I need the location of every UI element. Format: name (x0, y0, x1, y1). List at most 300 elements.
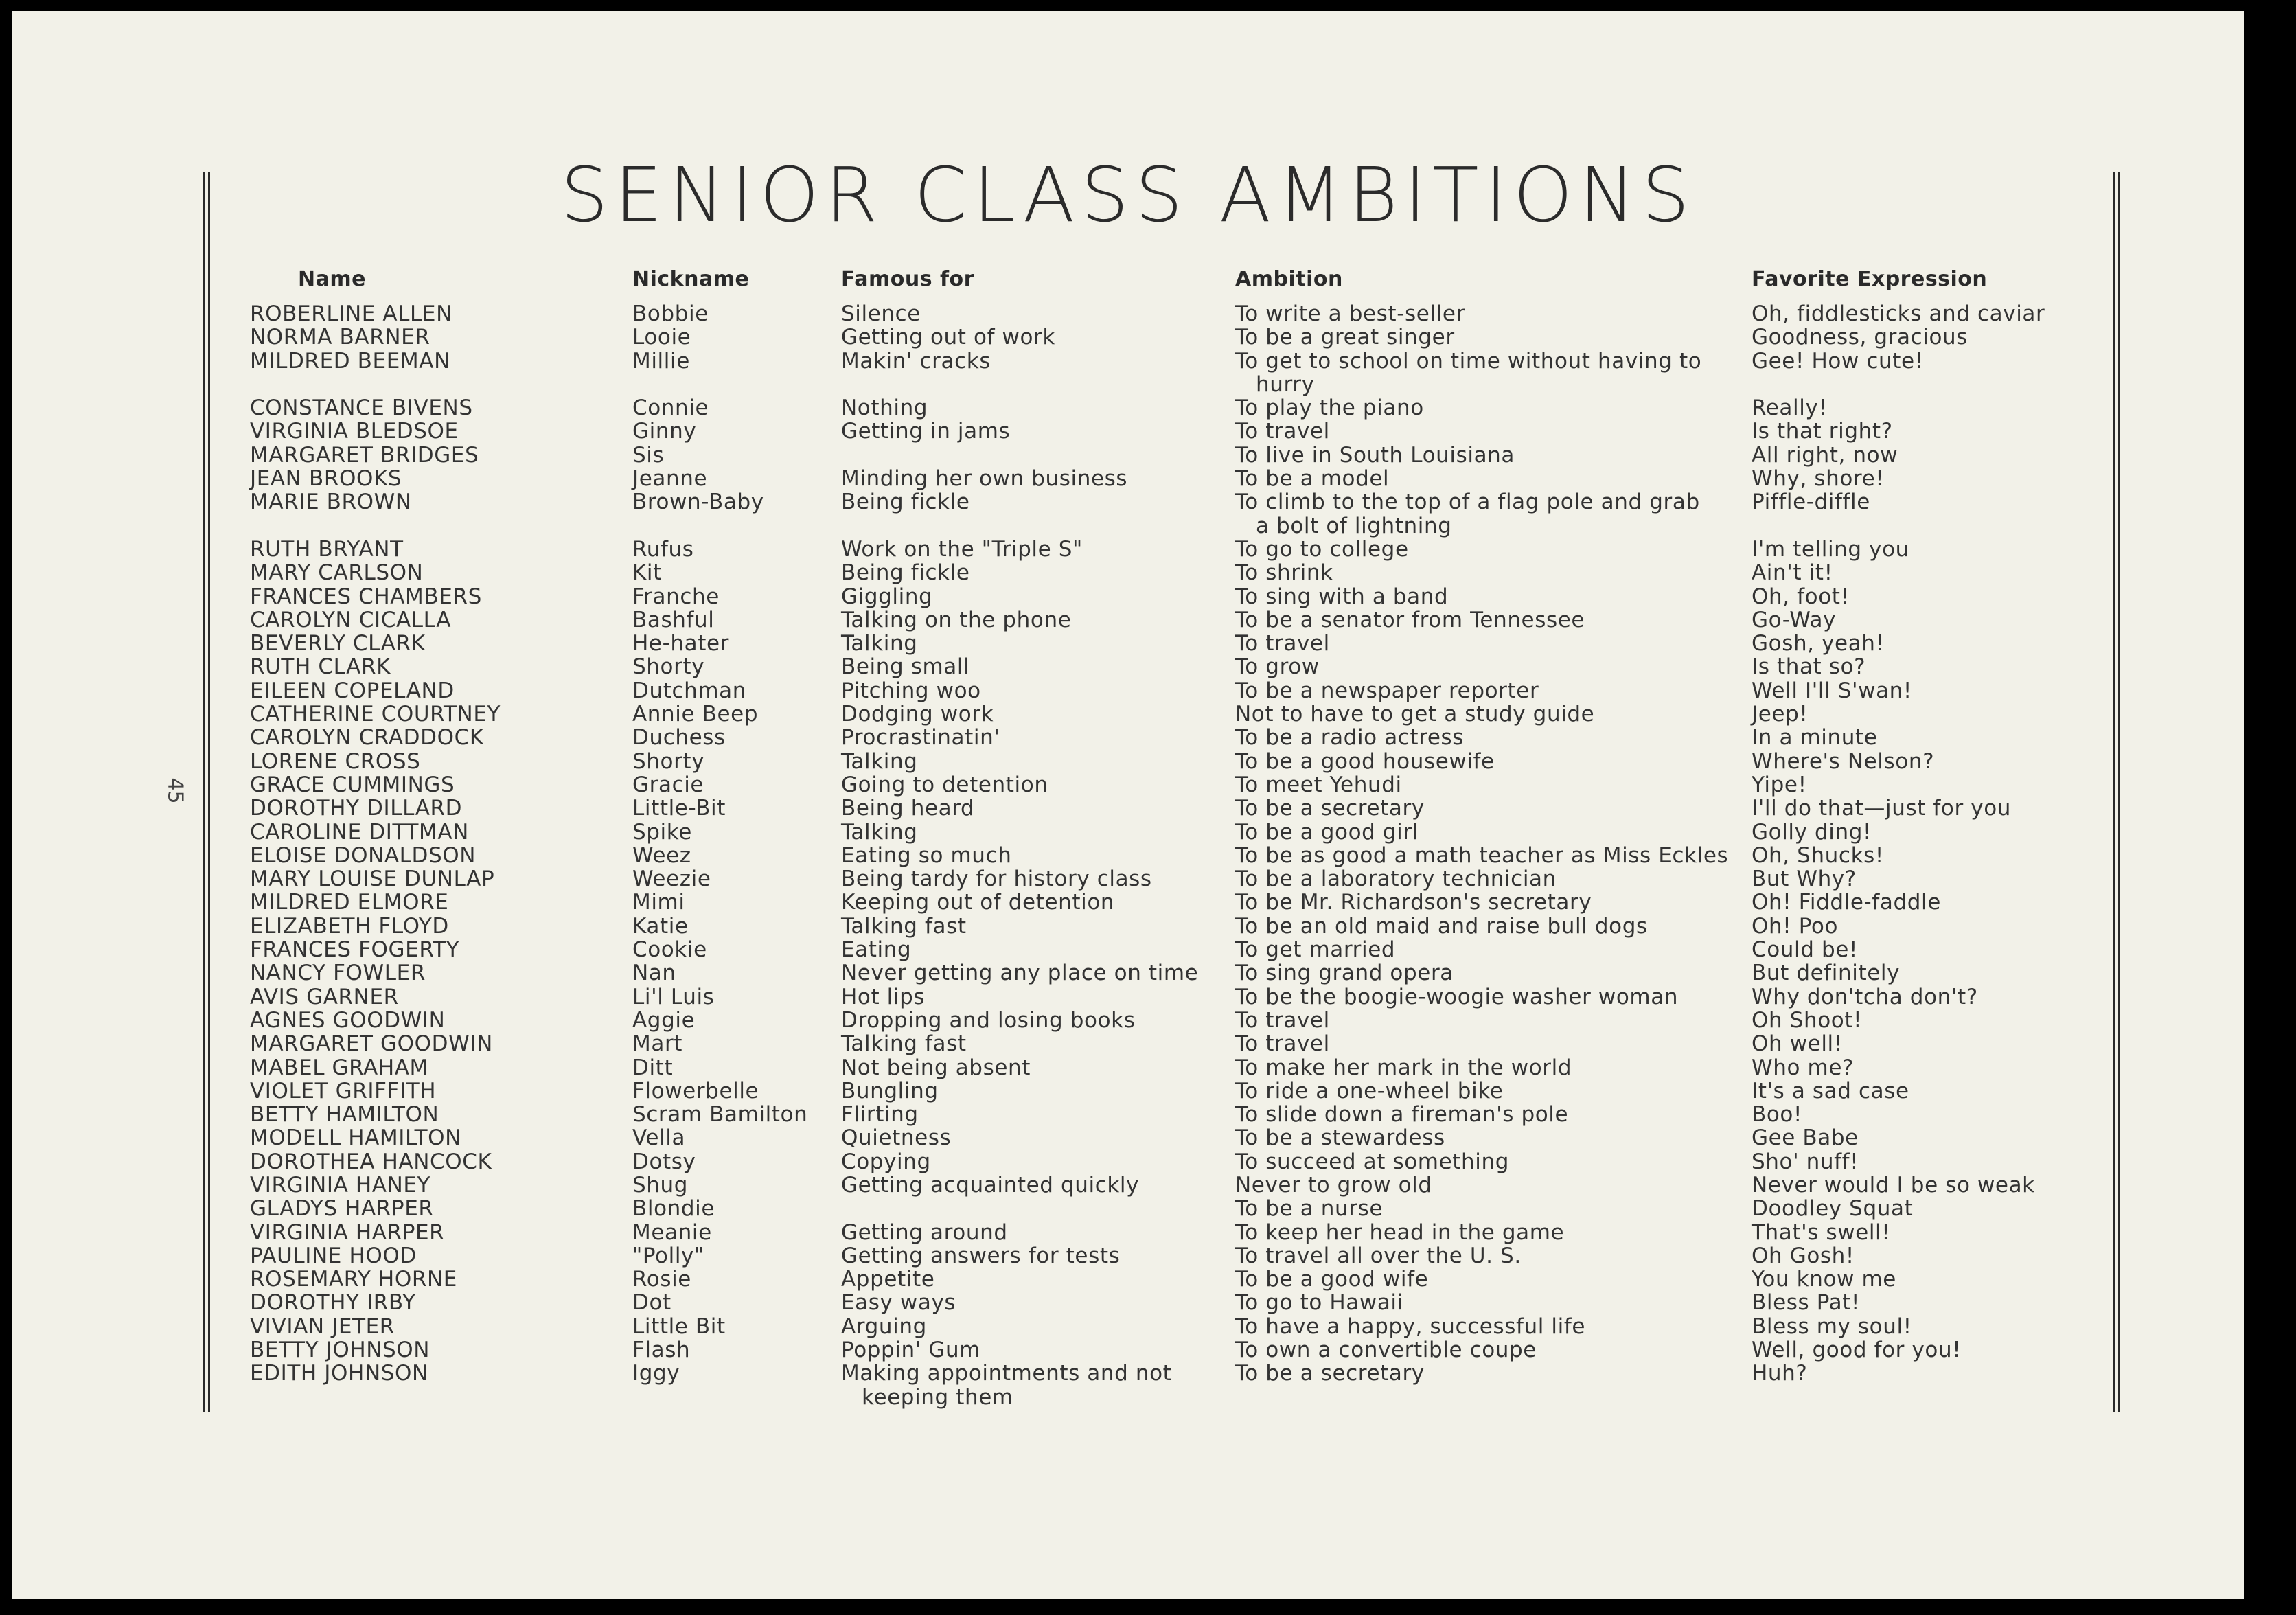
cell-ambition-text: To be an old maid and raise bull dogs (1235, 913, 1648, 939)
cell-favorite-expression-text: In a minute (1752, 725, 1878, 751)
cell-ambition-text: To meet Yehudi (1235, 772, 1402, 797)
cell-nickname-text: Nan (632, 961, 676, 986)
cell-favorite-expression-text: But definitely (1752, 961, 1901, 986)
cell-ambition-text: Not to have to get a study guide (1235, 702, 1595, 727)
cell-famous-for (841, 844, 1011, 867)
table-row (12, 1009, 2244, 1032)
cell-name-text: VIRGINIA HARPER (250, 1219, 445, 1245)
cell-ambition (1235, 891, 1592, 914)
cell-nickname-text: Flash (632, 1338, 691, 1363)
cell-name-text: VIRGINIA HANEY (250, 1172, 431, 1198)
cell-ambition-continued: a bolt of lightning (1256, 513, 1452, 538)
cell-famous-for-text: Talking on the phone (841, 607, 1072, 632)
table-row (12, 750, 2244, 773)
cell-ambition-text: To be a newspaper reporter (1235, 678, 1539, 703)
table-header (12, 267, 2244, 295)
cell-nickname-text: He-hater (632, 631, 729, 656)
cell-name (250, 420, 459, 443)
cell-ambition (1235, 1150, 1509, 1173)
table-row (12, 1032, 2244, 1055)
cell-famous-for (841, 1009, 1135, 1032)
cell-nickname-text: Looie (632, 325, 691, 350)
cell-famous-for-text: Talking fast (841, 1031, 967, 1057)
cell-ambition-text: To climb to the top of a flag pole and grab (1235, 490, 1700, 515)
cell-favorite-expression-text: That's swell! (1752, 1219, 1891, 1245)
cell-favorite-expression-text: Oh, foot! (1752, 584, 1850, 609)
cell-famous-for (841, 1268, 934, 1291)
cell-famous-for (841, 679, 981, 702)
cell-ambition-text: To write a best-seller (1235, 301, 1465, 326)
table-row (12, 1362, 2244, 1409)
cell-famous-for (841, 938, 911, 961)
cell-name-text: MARIE BROWN (250, 490, 412, 515)
cell-name-text: CAROLYN CICALLA (250, 607, 452, 632)
cell-famous-for-text: Easy ways (841, 1290, 956, 1316)
cell-ambition (1235, 1362, 1425, 1385)
cell-famous-for-text: Copying (841, 1149, 931, 1174)
cell-nickname (632, 1291, 671, 1314)
cell-famous-for (841, 655, 969, 678)
cell-famous-for (841, 1338, 980, 1362)
table-row (12, 1103, 2244, 1126)
cell-ambition-text: To be a laboratory technician (1235, 867, 1557, 892)
cell-nickname-text: Mart (632, 1031, 683, 1057)
cell-favorite-expression-text: Oh, fiddlesticks and caviar (1752, 301, 2045, 326)
cell-famous-for (841, 1244, 1120, 1268)
table-row (12, 1126, 2244, 1149)
cell-ambition (1235, 325, 1455, 349)
cell-name-text: ROSEMARY HORNE (250, 1267, 457, 1292)
cell-famous-for-text: Dropping and losing books (841, 1007, 1136, 1033)
cell-ambition-text: To go to Hawaii (1235, 1290, 1403, 1316)
cell-nickname (632, 1150, 696, 1173)
cell-name (250, 1268, 457, 1291)
cell-famous-for (841, 867, 1152, 891)
cell-favorite-expression-text: Jeep! (1752, 702, 1809, 727)
cell-name-text: ELOISE DONALDSON (250, 843, 477, 868)
cell-nickname-text: Scram Bamilton (632, 1102, 808, 1127)
cell-favorite-expression (1752, 1244, 1855, 1268)
cell-name (250, 679, 455, 702)
cell-favorite-expression (1752, 467, 1884, 490)
cell-ambition (1235, 1103, 1568, 1126)
table-row (12, 938, 2244, 961)
cell-favorite-expression (1752, 750, 1934, 773)
table-row (12, 467, 2244, 490)
cell-nickname (632, 821, 692, 844)
cell-nickname (632, 1079, 759, 1103)
cell-nickname-text: Weez (632, 843, 691, 868)
cell-famous-for (841, 467, 1127, 490)
cell-ambition (1235, 797, 1425, 820)
cell-nickname (632, 561, 662, 584)
cell-ambition-text: To get to school on time without having to (1235, 348, 1702, 374)
table-row (12, 702, 2244, 726)
table-row (12, 1338, 2244, 1362)
cell-ambition-text: To live in South Louisiana (1235, 442, 1515, 468)
cell-name-text: MILDRED BEEMAN (250, 348, 450, 374)
cell-name-text: VIRGINIA BLEDSOE (250, 419, 459, 444)
cell-ambition-text: To own a convertible coupe (1235, 1338, 1537, 1363)
cell-famous-for-text: Talking (841, 819, 918, 845)
cell-favorite-expression (1752, 773, 1807, 797)
cell-favorite-expression-text: Well, good for you! (1752, 1338, 1962, 1363)
cell-famous-for (841, 1032, 967, 1055)
cell-name-text: MARY CARLSON (250, 560, 424, 586)
cell-famous-for-text: Bungling (841, 1078, 939, 1103)
cell-nickname (632, 726, 726, 749)
cell-favorite-expression-text: Could be! (1752, 937, 1858, 963)
cell-famous-for-text: Keeping out of detention (841, 890, 1115, 915)
cell-favorite-expression (1752, 1221, 1890, 1244)
cell-favorite-expression-text: Go-Way (1752, 607, 1837, 632)
cell-ambition-text: To travel (1235, 419, 1330, 444)
cell-favorite-expression-text: Oh! Poo (1752, 913, 1839, 939)
cell-nickname-text: Mimi (632, 890, 685, 915)
cell-nickname-text: Bashful (632, 607, 715, 632)
cell-ambition (1235, 444, 1515, 467)
cell-ambition (1235, 773, 1402, 797)
cell-name-text: CAROLYN CRADDOCK (250, 725, 484, 751)
header-name: Name (298, 267, 366, 291)
cell-famous-for (841, 1056, 1031, 1079)
cell-ambition (1235, 1126, 1445, 1149)
cell-ambition (1235, 655, 1320, 678)
cell-famous-for-text: Eating so much (841, 843, 1012, 868)
cell-ambition-text: To get married (1235, 937, 1396, 963)
cell-favorite-expression-text: Gosh, yeah! (1752, 631, 1885, 656)
table-row (12, 1268, 2244, 1291)
cell-ambition (1235, 844, 1728, 867)
cell-nickname-text: Dutchman (632, 678, 747, 703)
cell-name (250, 561, 423, 584)
cell-favorite-expression-text: Is that so? (1752, 654, 1866, 680)
cell-name (250, 1103, 439, 1126)
cell-name-text: ELIZABETH FLOYD (250, 913, 449, 939)
cell-ambition (1235, 702, 1594, 726)
cell-ambition (1235, 585, 1448, 608)
cell-nickname (632, 655, 704, 678)
cell-nickname (632, 891, 685, 914)
cell-favorite-expression (1752, 1009, 1862, 1032)
cell-ambition-text: To ride a one-wheel bike (1235, 1078, 1504, 1103)
cell-name (250, 938, 459, 961)
cell-favorite-expression-text: Why don'tcha don't? (1752, 984, 1978, 1009)
cell-nickname-text: Rosie (632, 1267, 691, 1292)
cell-famous-for-text: Getting acquainted quickly (841, 1172, 1140, 1198)
cell-nickname-text: Weezie (632, 867, 711, 892)
cell-favorite-expression-text: Oh! Fiddle-faddle (1752, 890, 1941, 915)
cell-favorite-expression-text: Who me? (1752, 1055, 1855, 1080)
cell-ambition-text: Never to grow old (1235, 1172, 1432, 1198)
cell-ambition (1235, 350, 1701, 397)
cell-nickname-text: Connie (632, 396, 709, 421)
cell-favorite-expression (1752, 325, 1968, 349)
table-row (12, 1079, 2244, 1103)
header-famous-for: Famous for (841, 267, 974, 291)
cell-famous-for (841, 1150, 931, 1173)
cell-nickname-text: Aggie (632, 1007, 696, 1033)
cell-ambition (1235, 1291, 1403, 1314)
cell-ambition (1235, 632, 1330, 655)
table-row (12, 585, 2244, 608)
cell-famous-for-text: Dodging work (841, 702, 994, 727)
cell-nickname-text: Sis (632, 442, 665, 468)
table-row (12, 844, 2244, 867)
cell-favorite-expression-text: Bless Pat! (1752, 1290, 1860, 1316)
yearbook-page (12, 11, 2244, 1599)
cell-favorite-expression-text: But Why? (1752, 867, 1857, 892)
cell-famous-for-text: Hot lips (841, 984, 926, 1009)
cell-name-text: CATHERINE COURTNEY (250, 702, 501, 727)
cell-famous-for (841, 608, 1071, 632)
cell-nickname (632, 325, 691, 349)
cell-name-text: BETTY JOHNSON (250, 1338, 430, 1363)
cell-favorite-expression (1752, 608, 1836, 632)
cell-name-text: RUTH BRYANT (250, 536, 404, 562)
cell-favorite-expression-text: Why, shore! (1752, 466, 1885, 492)
cell-ambition-text: To be a great singer (1235, 325, 1455, 350)
cell-name (250, 821, 469, 844)
cell-nickname (632, 585, 720, 608)
cell-favorite-expression-text: Where's Nelson? (1752, 748, 1935, 774)
cell-favorite-expression (1752, 444, 1898, 467)
cell-favorite-expression-text: Piffle-diffle (1752, 490, 1870, 515)
cell-ambition (1235, 1244, 1522, 1268)
cell-favorite-expression (1752, 1103, 1802, 1126)
cell-famous-for (841, 538, 1083, 561)
cell-favorite-expression-text: Is that right? (1752, 419, 1893, 444)
cell-famous-for (841, 585, 932, 608)
cell-ambition (1235, 1056, 1572, 1079)
table-row (12, 773, 2244, 797)
cell-name-text: EDITH JOHNSON (250, 1361, 428, 1386)
cell-nickname (632, 1221, 712, 1244)
cell-nickname-text: Ginny (632, 419, 697, 444)
table-row (12, 608, 2244, 632)
table-row (12, 302, 2244, 325)
cell-name-text: DOROTHY DILLARD (250, 796, 463, 821)
table-row (12, 679, 2244, 702)
cell-famous-for-text: Procrastinatin' (841, 725, 1000, 751)
cell-nickname (632, 1009, 695, 1032)
cell-ambition (1235, 302, 1465, 325)
cell-nickname-text: Shug (632, 1172, 689, 1198)
cell-famous-for-text: Flirting (841, 1102, 919, 1127)
cell-ambition (1235, 985, 1678, 1009)
cell-ambition (1235, 467, 1389, 490)
cell-famous-for (841, 702, 994, 726)
cell-ambition (1235, 1268, 1428, 1291)
cell-famous-for (841, 396, 928, 420)
cell-famous-for-text: Minding her own business (841, 466, 1128, 492)
cell-favorite-expression-text: Doodley Squat (1752, 1196, 1914, 1222)
cell-name-text: BETTY HAMILTON (250, 1102, 439, 1127)
cell-famous-for-continued: keeping them (862, 1384, 1013, 1410)
cell-favorite-expression (1752, 561, 1833, 584)
cell-name (250, 655, 391, 678)
cell-nickname (632, 844, 691, 867)
cell-ambition-text: To make her mark in the world (1235, 1055, 1572, 1080)
cell-name (250, 867, 494, 891)
cell-ambition-text: To be a senator from Tennessee (1235, 607, 1585, 632)
cell-famous-for-text: Quietness (841, 1125, 952, 1151)
cell-name (250, 1009, 445, 1032)
cell-name (250, 1291, 416, 1314)
cell-nickname (632, 773, 704, 797)
cell-famous-for (841, 797, 974, 820)
cell-name (250, 1126, 461, 1149)
cell-name (250, 797, 462, 820)
cell-nickname-text: Bobbie (632, 301, 709, 326)
cell-famous-for (841, 750, 918, 773)
cell-nickname (632, 1056, 673, 1079)
cell-favorite-expression-text: Oh Shoot! (1752, 1007, 1863, 1033)
cell-nickname (632, 1268, 691, 1291)
table-row (12, 632, 2244, 655)
cell-nickname (632, 420, 696, 443)
cell-ambition-text: To grow (1235, 654, 1320, 680)
cell-ambition-continued: hurry (1256, 371, 1315, 397)
cell-famous-for-text: Being tardy for history class (841, 867, 1152, 892)
cell-ambition-text: To travel (1235, 1007, 1330, 1033)
cell-favorite-expression-text: Oh well! (1752, 1031, 1843, 1057)
cell-nickname (632, 467, 707, 490)
cell-nickname-text: Rufus (632, 536, 694, 562)
cell-famous-for (841, 632, 918, 655)
cell-name-text: LORENE CROSS (250, 748, 421, 774)
page-title: SENIOR CLASS AMBITIONS (560, 151, 1696, 239)
cell-ambition-text: To be as good a math teacher as Miss Eckles (1235, 843, 1729, 868)
cell-favorite-expression (1752, 302, 2045, 325)
cell-name-text: DOROTHY IRBY (250, 1290, 416, 1316)
cell-nickname (632, 302, 709, 325)
cell-ambition (1235, 1221, 1564, 1244)
cell-famous-for-text: Never getting any place on time (841, 961, 1199, 986)
cell-ambition-text: To be a secretary (1235, 1361, 1425, 1386)
cell-nickname-text: Ditt (632, 1055, 674, 1080)
table-row (12, 420, 2244, 443)
cell-famous-for-text: Arguing (841, 1314, 927, 1339)
cell-favorite-expression-text: Golly ding! (1752, 819, 1872, 845)
cell-favorite-expression-text: Sho' nuff! (1752, 1149, 1859, 1174)
header-favorite-expression: Favorite Expression (1752, 267, 1988, 291)
cell-famous-for-text: Nothing (841, 396, 928, 421)
cell-famous-for-text: Appetite (841, 1267, 935, 1292)
cell-favorite-expression-text: Never would I be so weak (1752, 1172, 2035, 1198)
cell-nickname (632, 938, 707, 961)
cell-ambition-text: To succeed at something (1235, 1149, 1509, 1174)
cell-ambition-text: To be a good wife (1235, 1267, 1429, 1292)
cell-nickname (632, 1173, 688, 1197)
cell-nickname (632, 1315, 726, 1338)
cell-name-text: MARGARET BRIDGES (250, 442, 479, 468)
table-row (12, 961, 2244, 985)
cell-favorite-expression-text: I'll do that—just for you (1752, 796, 2012, 821)
cell-favorite-expression (1752, 702, 1808, 726)
cell-nickname (632, 702, 758, 726)
cell-favorite-expression (1752, 961, 1900, 985)
cell-name (250, 915, 449, 938)
cell-favorite-expression-text: Gee Babe (1752, 1125, 1859, 1151)
cell-nickname (632, 1032, 682, 1055)
cell-famous-for (841, 1315, 927, 1338)
cell-famous-for (841, 1362, 1171, 1409)
cell-favorite-expression-text: You know me (1752, 1267, 1896, 1292)
header-ambition: Ambition (1235, 267, 1343, 291)
cell-nickname-text: Katie (632, 913, 689, 939)
cell-favorite-expression-text: Boo! (1752, 1102, 1803, 1127)
cell-favorite-expression (1752, 1150, 1859, 1173)
cell-name-text: CAROLINE DITTMAN (250, 819, 469, 845)
cell-name-text: GLADYS HARPER (250, 1196, 434, 1222)
cell-favorite-expression (1752, 844, 1884, 867)
cell-ambition-text: To sing with a band (1235, 584, 1449, 609)
cell-name-text: PAULINE HOOD (250, 1243, 417, 1268)
cell-nickname (632, 985, 714, 1009)
cell-favorite-expression (1752, 585, 1850, 608)
cell-ambition-text: To keep her head in the game (1235, 1219, 1565, 1245)
cell-famous-for (841, 1291, 956, 1314)
cell-favorite-expression (1752, 1338, 1961, 1362)
cell-name (250, 1150, 492, 1173)
cell-ambition-text: To be the boogie-woogie washer woman (1235, 984, 1679, 1009)
table-row (12, 1173, 2244, 1197)
cell-favorite-expression (1752, 350, 1924, 373)
cell-name (250, 1338, 430, 1362)
cell-favorite-expression-text: Really! (1752, 396, 1828, 421)
cell-nickname (632, 961, 676, 985)
cell-ambition-text: To be a secretary (1235, 796, 1425, 821)
cell-favorite-expression (1752, 891, 1941, 914)
cell-name-text: FRANCES CHAMBERS (250, 584, 482, 609)
cell-ambition-text: To have a happy, successful life (1235, 1314, 1586, 1339)
cell-nickname-text: Iggy (632, 1361, 680, 1386)
cell-nickname (632, 608, 714, 632)
cell-nickname-text: "Polly" (632, 1243, 704, 1268)
cell-nickname-text: Gracie (632, 772, 704, 797)
table-row (12, 655, 2244, 678)
cell-name-text: DOROTHEA HANCOCK (250, 1149, 492, 1174)
cell-favorite-expression (1752, 420, 1893, 443)
cell-favorite-expression-text: Oh Gosh! (1752, 1243, 1855, 1268)
cell-favorite-expression (1752, 726, 1877, 749)
cell-ambition (1235, 608, 1585, 632)
cell-name (250, 1315, 395, 1338)
cell-favorite-expression-text: Bless my soul! (1752, 1314, 1912, 1339)
cell-ambition (1235, 1173, 1432, 1197)
table-row (12, 396, 2244, 420)
cell-name (250, 490, 412, 514)
table-row (12, 538, 2244, 561)
cell-name (250, 773, 455, 797)
cell-name (250, 585, 482, 608)
cell-favorite-expression-text: Well I'll S'wan! (1752, 678, 1912, 703)
cell-name-text: MILDRED ELMORE (250, 890, 449, 915)
cell-favorite-expression (1752, 655, 1866, 678)
cell-ambition (1235, 490, 1700, 538)
table-row (12, 1197, 2244, 1220)
cell-name-text: MODELL HAMILTON (250, 1125, 461, 1151)
cell-name (250, 1079, 436, 1103)
cell-ambition-text: To be a good girl (1235, 819, 1419, 845)
cell-famous-for (841, 302, 921, 325)
cell-famous-for (841, 985, 925, 1009)
cell-name-text: VIOLET GRIFFITH (250, 1078, 437, 1103)
cell-favorite-expression (1752, 1291, 1860, 1314)
cell-favorite-expression-text: Goodness, gracious (1752, 325, 1968, 350)
cell-name (250, 961, 426, 985)
